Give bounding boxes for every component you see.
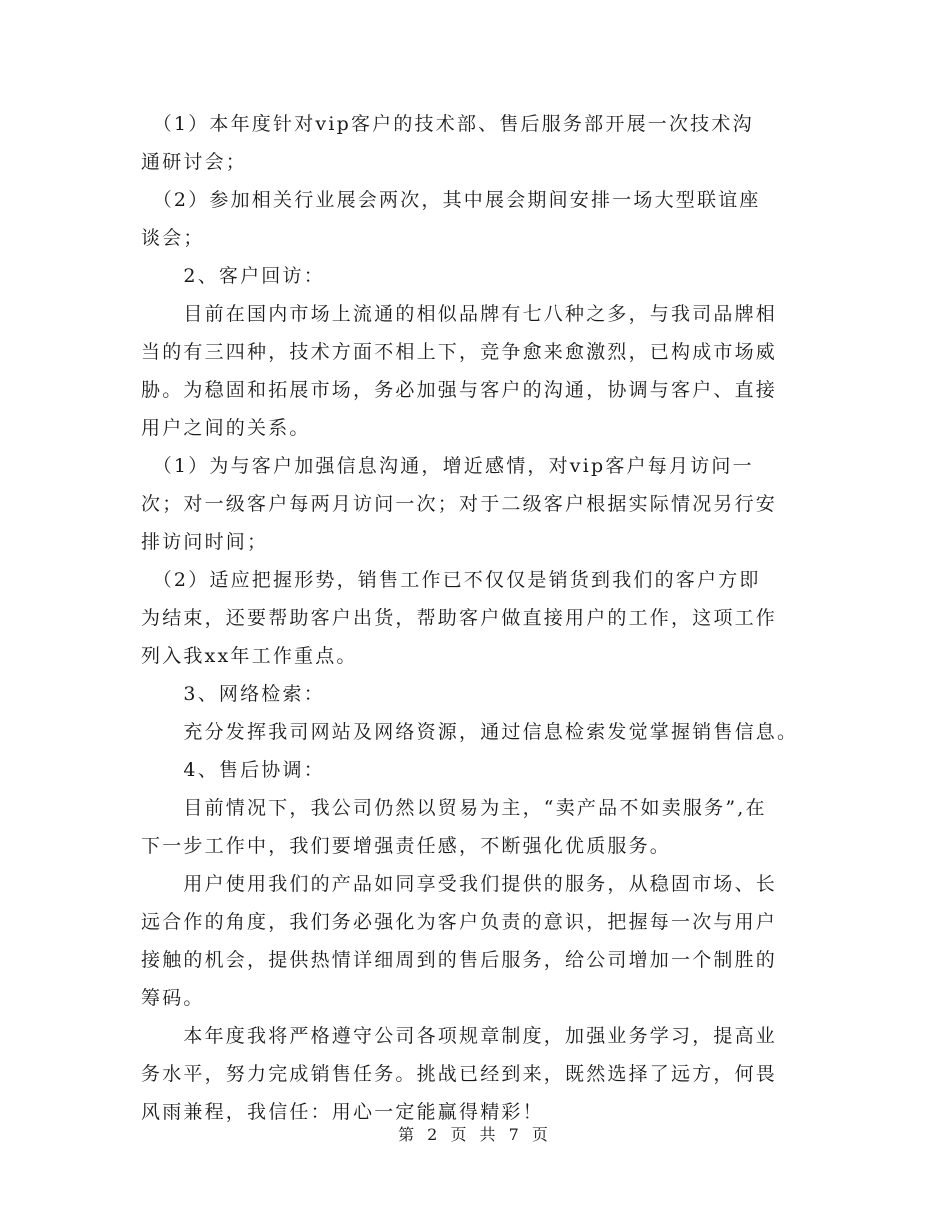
text-line: 次；对一级客户每两月访问一次；对于二级客户根据实际情况另行安 bbox=[141, 493, 778, 515]
text-line: 谈会； bbox=[141, 227, 205, 249]
text-line: 风雨兼程，我信任：用心一定能赢得精彩！ bbox=[141, 1101, 544, 1123]
text-line: 务水平，努力完成销售任务。挑战已经到来，既然选择了远方，何畏 bbox=[141, 1063, 778, 1085]
text-line: 为结束，还要帮助客户出货，帮助客户做直接用户的工作，这项工作 bbox=[141, 607, 778, 629]
text-line: 通研讨会； bbox=[141, 151, 248, 173]
text-line: 本年度我将严格遵守公司各项规章制度，加强业务学习，提高业 bbox=[141, 1025, 778, 1047]
text-line: 排访问时间； bbox=[141, 531, 269, 553]
text-line: 目前在国内市场上流通的相似品牌有七八种之多，与我司品牌相 bbox=[141, 303, 778, 325]
text-line: （2）适应把握形势，销售工作已不仅仅是销货到我们的客户方即 bbox=[141, 569, 761, 591]
text-line: 筹码。 bbox=[141, 987, 205, 1009]
text-line: （1）为与客户加强信息沟通，增近感情，对vip客户每月访问一 bbox=[141, 455, 754, 477]
text-line: （2）参加相关行业展会两次，其中展会期间安排一场大型联谊座 bbox=[141, 189, 761, 211]
section-heading: 4、售后协调： bbox=[141, 759, 325, 781]
text-line: 用户使用我们的产品如同享受我们提供的服务，从稳固市场、长 bbox=[141, 873, 778, 895]
text-line: 下一步工作中，我们要增强责任感，不断强化优质服务。 bbox=[141, 835, 672, 857]
section-heading: 3、网络检索： bbox=[141, 683, 325, 705]
text-line: 列入我xx年工作重点。 bbox=[141, 645, 358, 667]
text-line: 当的有三四种，技术方面不相上下，竞争愈来愈激烈，已构成市场威 bbox=[141, 341, 778, 363]
text-line: 目前情况下，我公司仍然以贸易为主，“卖产品不如卖服务”,在 bbox=[141, 797, 767, 819]
text-line: 用户之间的关系。 bbox=[141, 417, 311, 439]
text-line: 胁。为稳固和拓展市场，务必加强与客户的沟通，协调与客户、直接 bbox=[141, 379, 778, 401]
page-number-footer: 第 2 页 共 7 页 bbox=[398, 1125, 552, 1144]
text-line: （1）本年度针对vip客户的技术部、售后服务部开展一次技术沟 bbox=[141, 113, 754, 135]
text-line: 接触的机会，提供热情详细周到的售后服务，给公司增加一个制胜的 bbox=[141, 949, 778, 971]
section-heading: 2、客户回访： bbox=[141, 265, 325, 287]
text-line: 远合作的角度，我们务必强化为客户负责的意识，把握每一次与用户 bbox=[141, 911, 778, 933]
text-line: 充分发挥我司网站及网络资源，通过信息检索发觉掌握销售信息。 bbox=[141, 721, 799, 743]
